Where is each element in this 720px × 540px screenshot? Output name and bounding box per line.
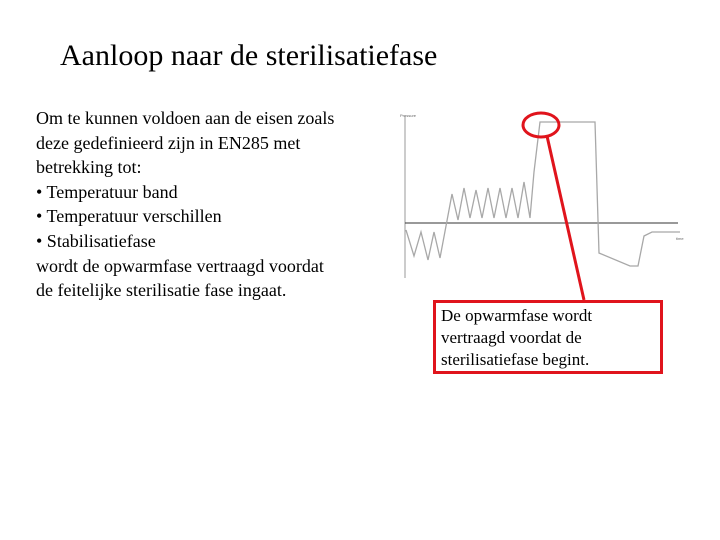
- callout-line-text: vertraagd voordat de: [441, 328, 582, 347]
- callout-line-text: De opwarmfase wordt: [441, 306, 593, 325]
- body-line: wordt de opwarmfase vertraagd voordat: [36, 255, 324, 276]
- bullet-item: • Temperatuur band: [36, 181, 178, 202]
- callout-line-text: sterilisatiefase begint.: [441, 350, 590, 369]
- body-line: Om te kunnen voldoen aan de eisen zoals: [36, 108, 335, 128]
- callout-line: [547, 136, 584, 300]
- body-line: betrekking tot:: [36, 157, 142, 178]
- x-axis-label: time: [676, 236, 684, 241]
- body-line: deze gedefinieerd zijn in EN285 met: [36, 132, 301, 153]
- bullet-item: • Temperatuur verschillen: [36, 206, 222, 227]
- body-line: de feitelijke sterilisatie fase ingaat.: [36, 280, 287, 301]
- bullet-item: • Stabilisatiefase: [36, 230, 156, 251]
- highlight-circle: [523, 113, 559, 137]
- y-axis-label: Pressure: [400, 113, 417, 118]
- callout-box: [433, 300, 663, 374]
- slide-title: Aanloop naar de sterilisatiefase: [60, 39, 438, 72]
